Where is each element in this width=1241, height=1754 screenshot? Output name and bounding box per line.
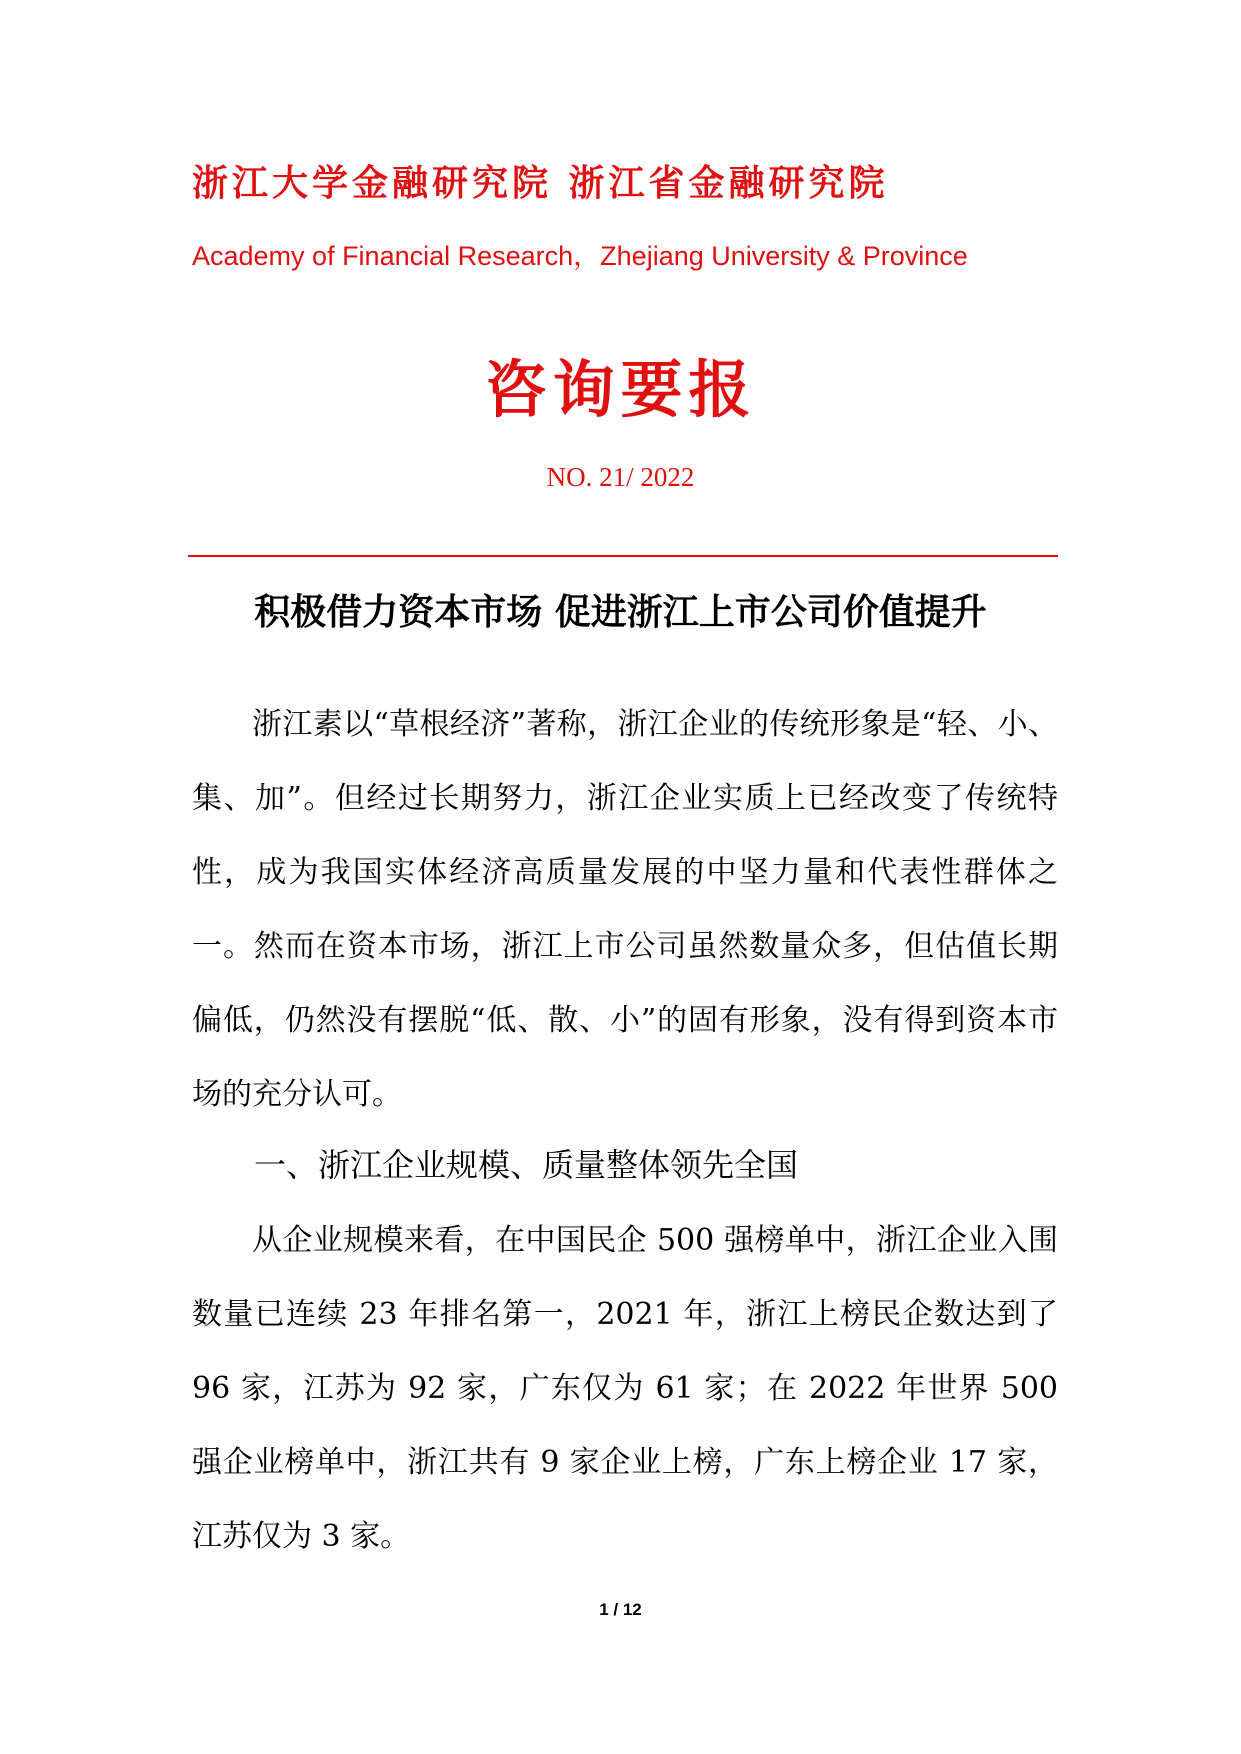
institution-name-chinese: 浙江大学金融研究院 浙江省金融研究院 [192, 163, 889, 204]
section-heading: 一、浙江企业规模、质量整体领先全国 [254, 1146, 799, 1184]
header-divider [188, 555, 1058, 557]
institution-name-english: Academy of Financial Research，Zhejiang University & Province [192, 241, 968, 271]
section-paragraph: 从企业规模来看，在中国民企 500 强榜单中，浙江企业入围数量已连续 23 年排名第一，2021 年，浙江上榜民企数达到了 96 家，江苏为 92 家，广东仅为 61 家；在 2022 年世界 500 强企业榜单中，浙江共有 9 家企业上榜，广东上榜企业 17 家，江苏仅为 3 家。 [192, 1223, 1058, 1554]
report-title: 咨询要报 [484, 353, 757, 426]
intro-paragraph: 浙江素以“草根经济”著称，浙江企业的传统形象是“轻、小、集、加”。但经过长期努力，浙江企业实质上已经改变了传统特性，成为我国实体经济高质量发展的中坚力量和代表性群体之一。然而在资本市场，浙江上市公司虽然数量众多，但估值长期偏低，仍然没有摆脱“低、散、小”的固有形象，没有得到资本市场的充分认可。 [192, 707, 1058, 1112]
article-title: 积极借力资本市场 促进浙江上市公司价值提升 [254, 591, 987, 633]
report-number: NO. 21/ 2022 [546, 462, 695, 492]
page-indicator: 1 / 12 [599, 1600, 642, 1619]
